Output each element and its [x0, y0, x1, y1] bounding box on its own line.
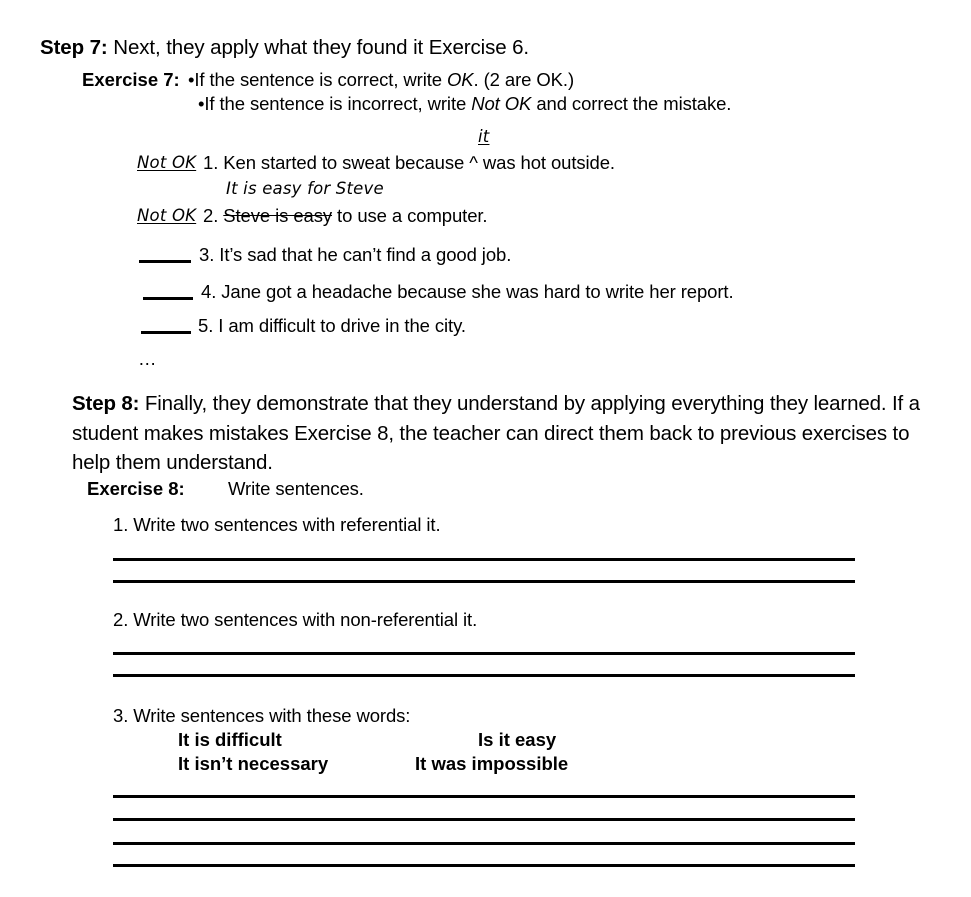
item-4-text: Jane got a headache because she was hard to write her report.: [216, 281, 734, 302]
exercise-7-continuation-ellipsis: …: [138, 348, 157, 369]
item-2-number: 2.: [203, 205, 219, 226]
exercise-7-instruction-2: [198, 93, 731, 115]
step-8-paragraph: [72, 389, 920, 478]
answer-rule[interactable]: [113, 842, 855, 845]
ex8-item-1-prompt: [113, 514, 440, 536]
step-7-label: Step 7:: [40, 36, 108, 59]
instruction-1-italic: OK: [447, 69, 474, 90]
item-2-sentence: [203, 205, 487, 227]
exercise-8-instruction: Write sentences.: [228, 478, 364, 499]
exercise-7-instruction-1: [188, 69, 574, 91]
answer-rule[interactable]: [113, 864, 855, 867]
item-3-number: 3.: [199, 244, 215, 265]
item-1-sentence: [203, 152, 615, 174]
bullet-icon: •: [188, 69, 195, 90]
ex8-item-1-number: 1.: [113, 514, 129, 535]
ex8-item-3-prompt: [113, 705, 410, 727]
ex8-item-3-number: 3.: [113, 705, 129, 726]
answer-rule[interactable]: [113, 818, 855, 821]
item-1-post: was hot outside.: [477, 152, 615, 173]
instruction-2-post: and correct the mistake.: [531, 93, 732, 114]
item-3-sentence: [199, 244, 511, 266]
item-4-answer-blank[interactable]: [143, 297, 193, 300]
item-5-text: I am difficult to drive in the city.: [213, 315, 466, 336]
exercise-7-label: Exercise 7:: [82, 69, 180, 90]
instruction-1-pre: If the sentence is correct, write: [194, 69, 448, 90]
exercise-8-label: Exercise 8:: [87, 478, 185, 499]
ex8-item-2-text: Write two sentences with non-referential it.: [128, 609, 478, 630]
item-5-sentence: [198, 315, 466, 337]
item-2-post: to use a computer.: [332, 205, 488, 226]
step-8-label: Step 8:: [72, 392, 140, 415]
item-2-struck-text: Steve is easy: [223, 205, 333, 226]
step-8-text: Finally, they demonstrate that they understand by applying everything they learned. If a student makes mistakes Exercise 8, the teacher can direct them back to previous exercises to help them understand.: [72, 392, 920, 474]
answer-rule[interactable]: [113, 795, 855, 798]
word-bank-column-1-row-1: It is difficult: [178, 729, 282, 750]
answer-rule[interactable]: [113, 652, 855, 655]
instruction-2-italic: Not OK: [471, 93, 532, 114]
ex8-item-2-number: 2.: [113, 609, 129, 630]
answer-rule[interactable]: [113, 580, 855, 583]
item-5-number: 5.: [198, 315, 214, 336]
item-2-handwritten-correction: It is easy for Steve: [226, 179, 384, 198]
step-7-heading: [40, 33, 529, 62]
item-3-text: It’s sad that he can’t find a good job.: [214, 244, 512, 265]
caret-icon: ^: [469, 152, 478, 173]
item-1-number: 1.: [203, 152, 219, 173]
item-1-answer-notok: Not OK: [137, 153, 197, 172]
ex8-item-2-prompt: [113, 609, 477, 631]
item-4-sentence: [201, 281, 734, 303]
item-4-number: 4.: [201, 281, 217, 302]
item-2-answer-notok: Not OK: [137, 206, 197, 225]
answer-rule[interactable]: [113, 558, 855, 561]
word-bank-column-1-row-2: It isn’t necessary: [178, 753, 329, 774]
instruction-1-post: . (2 are OK.): [473, 69, 575, 90]
handwritten-insertion-it: it: [478, 127, 490, 146]
item-5-answer-blank[interactable]: [141, 331, 191, 334]
ex8-item-3-text: Write sentences with these words:: [128, 705, 411, 726]
instruction-2-pre: If the sentence is incorrect, write: [204, 93, 472, 114]
item-3-answer-blank[interactable]: [139, 260, 191, 263]
answer-rule[interactable]: [113, 674, 855, 677]
step-7-text: Next, they apply what they found it Exercise 6.: [107, 36, 530, 59]
word-bank-column-2-row-2: It was impossible: [415, 753, 569, 774]
item-1-pre: Ken started to sweat because: [218, 152, 470, 173]
ex8-item-1-text: Write two sentences with referential it.: [128, 514, 441, 535]
word-bank-column-2-row-1: Is it easy: [478, 729, 557, 750]
bullet-icon: •: [198, 93, 205, 114]
